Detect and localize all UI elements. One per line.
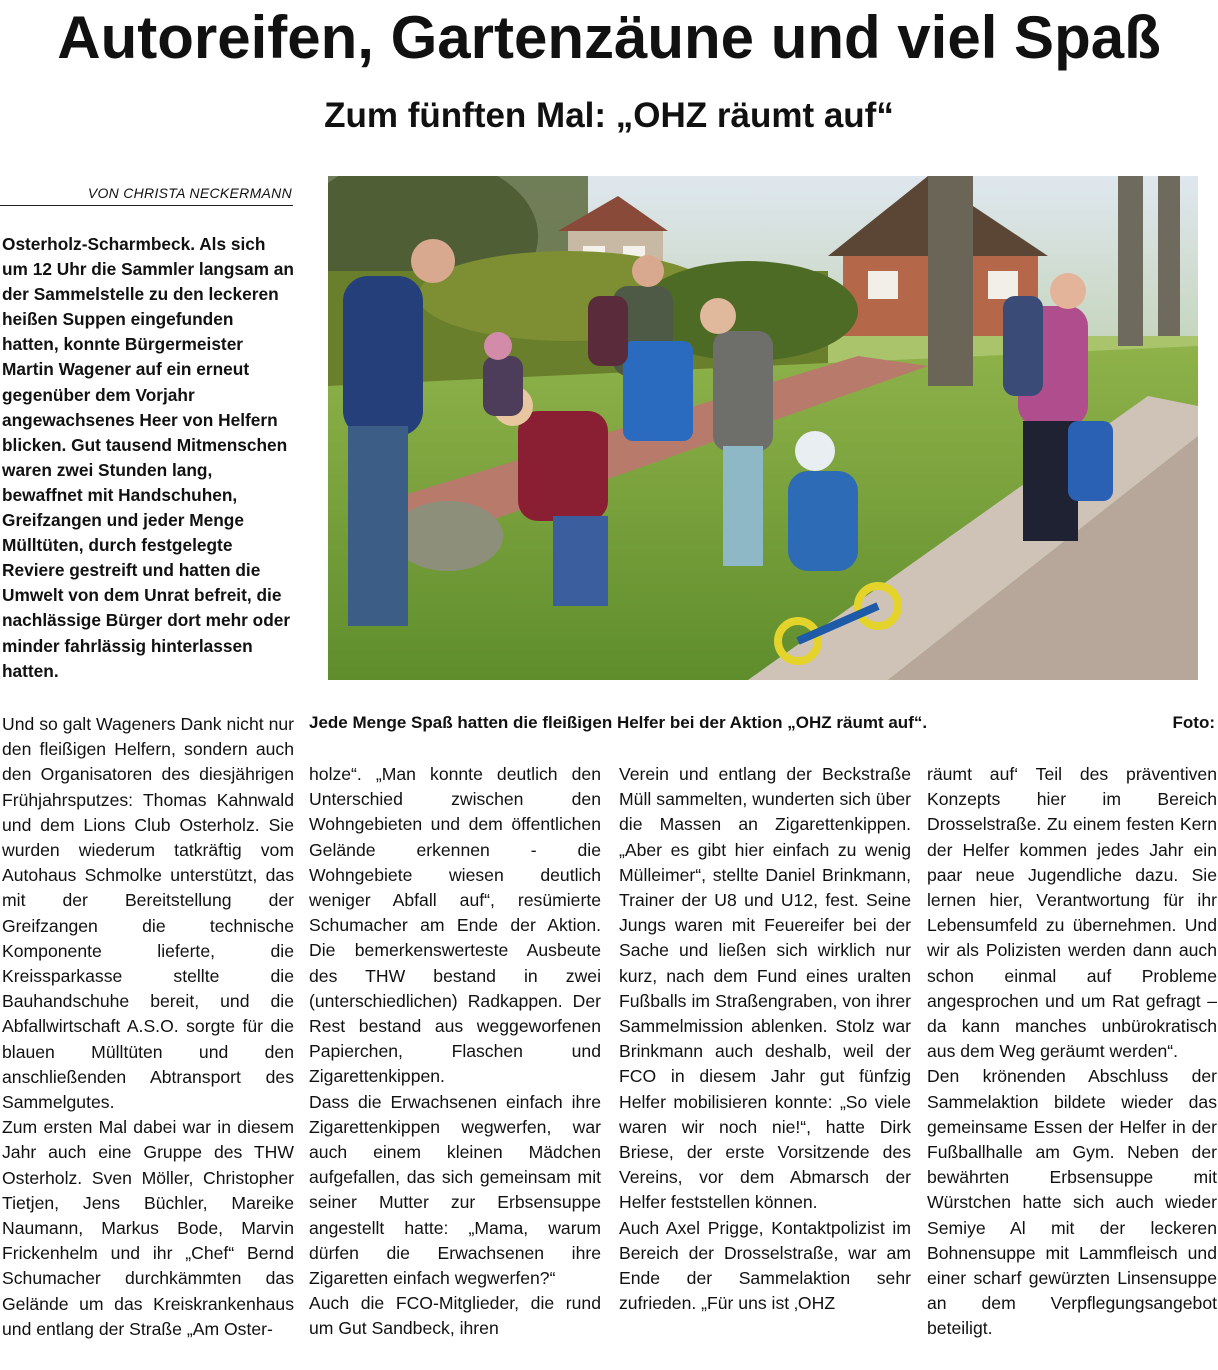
headline: Autoreifen, Gartenzäune und viel Spaß: [57, 4, 1161, 71]
body-paragraph: Auch die FCO-Mitglieder, die rund um Gut Sandbeck, ihren: [309, 1293, 601, 1339]
subheadline: Zum fünften Mal: „OHZ räumt auf“: [324, 96, 894, 135]
byline: VON CHRISTA NECKERMANN: [87, 185, 292, 201]
photo-credit: Foto:: [1172, 713, 1215, 732]
body-paragraph: Zum ersten Mal dabei war in diesem Jahr auch eine Gruppe des THW Osterholz. Sven Möller, Christopher Tietjen, Jens Büchler, Mareike Naumann, Markus Bode, Marvin Frickenhelm und ihr „Chef“ Bernd Schumacher durchkämmten das Gelände um das Kreiskrankenhaus und entlang der Straße „Am Oster-: [2, 1117, 294, 1339]
body-paragraph: räumt auf‘ Teil des präventiven Konzepts hier im Bereich Drosselstraße. Zu einem festen Kern der Helfer kommen jedes Jahr ein paar neue Jugendliche dazu. Sie lernen hier, Verantwortung für ihr Lebensumfeld zu übernehmen. Und wir als Polizisten werden dann auch schon einmal auf Probleme angesprochen und um Rat gefragt – da kann manches unbürokratisch aus dem Weg geräumt werden“.: [927, 764, 1217, 1062]
body-column-1: [2, 712, 294, 1342]
lead-paragraph: Osterholz-Scharmbeck. Als sich um 12 Uhr die Sammler langsam an der Sammelstelle zu den leckeren heißen Suppen eingefunden hatten, konnte Bürgermeister Martin Wagener auf ein erneut gegenüber dem Vorjahr angewachsenes Heer von Helfern blicken. Gut tausend Mitmenschen waren zwei Stunden lang, bewaffnet mit Handschuhen, Greifzangen und jeder Menge Mülltüten, durch festgelegte Reviere gestreift und hatten die Umwelt von dem Unrat befreit, die nachlässige Bürger dort mehr oder minder fahrlässig hinterlassen hatten.: [2, 234, 294, 681]
body-paragraph: Dass die Erwachsenen einfach ihre Zigarettenkippen wegwerfen, war auch einem kleinen Mädchen aufgefallen, das sich gemeinsam mit seiner Mutter zur Erbsensuppe angestellt hatte: „Mama, warum dürfen die Erwachsenen ihre Zigaretten einfach wegwerfen?“: [309, 1091, 601, 1289]
body-paragraph: Und so galt Wageners Dank nicht nur den fleißigen Helfern, sondern auch den Organisatoren des diesjährigen Frühjahrsputzes: Thomas Kahnwald und dem Lions Club Osterholz. Sie wurden wiederum tatkräftig vom Autohaus Schmolke unterstützt, das mit der Bereitstellung der Greifzangen die technische Komponente lieferte, die Kreissparkasse stellte die Bauhandschuhe bereit, und die Abfallwirtschaft A.S.O. sorgte für die blauen Mülltüten und den anschließenden Abtransport des Sammelgutes.: [2, 714, 294, 1113]
body-column-4: [927, 762, 1217, 1342]
body-paragraph: Verein und entlang der Beckstraße Müll sammelten, wunderten sich über die Massen an Zigarettenkippen. „Aber es gibt hier einfach zu wenig Mülleimer“, stellte Daniel Brinkmann, Trainer der U8 und U12, fest. Seine Jungs waren mit Feuereifer bei der Sache und ließen sich wirklich nur kurz, nach dem Fund eines uralten Fußballs im Straßengraben, von ihrer Sammelmission ablenken. Stolz war Brinkmann auch deshalb, weil der FCO in diesem Jahr gut fünfzig Helfer mobilisieren konnte: „So viele waren wir noch nie!“, hatte Dirk Briese, der erste Vorsitzende des Vereins, vor dem Abmarsch der Helfer feststellen können.: [619, 764, 911, 1213]
body-paragraph: holze“. „Man konnte deutlich den Unterschied zwischen den Wohngebieten und dem öffentlichen Gelände erkennen - die Wohngebiete wiesen deutlich weniger Abfall auf“, resümierte Schumacher am Ende der Aktion. Die bemerkenswerteste Ausbeute des THW bestand in zwei (unterschiedlichen) Radkappen. Der Rest bestand aus weggeworfenen Papierchen, Flaschen und Zigarettenkippen.: [309, 764, 601, 1087]
caption-text: Jede Menge Spaß hatten die fleißigen Helfer bei der Aktion „OHZ räumt auf“.: [309, 713, 928, 732]
body-column-3: [619, 762, 911, 1316]
body-paragraph: Auch Axel Prigge, Kontaktpolizist im Bereich der Drosselstraße, war am Ende der Sammelaktion sehr zufrieden. „Für uns ist ‚OHZ: [619, 1217, 911, 1314]
article-photo: [328, 176, 1198, 680]
photo-cleanup-volunteers-icon: [328, 176, 1198, 680]
body-paragraph: Den krönenden Abschluss der Sammelaktion bildete wieder das gemeinsame Essen der Helfer in der Fußballhalle am Gym. Neben der bewährten Erbsensuppe mit Würstchen hatte sich auch wieder Semiye Al mit der leckeren Bohnensuppe mit Lammfleisch und einer scharf gewürzten Linsensuppe an dem Verpflegungsangebot beteiligt.: [927, 1066, 1217, 1339]
byline-rule: [0, 205, 293, 206]
body-column-2: [309, 762, 601, 1342]
photo-caption: [309, 710, 1215, 736]
